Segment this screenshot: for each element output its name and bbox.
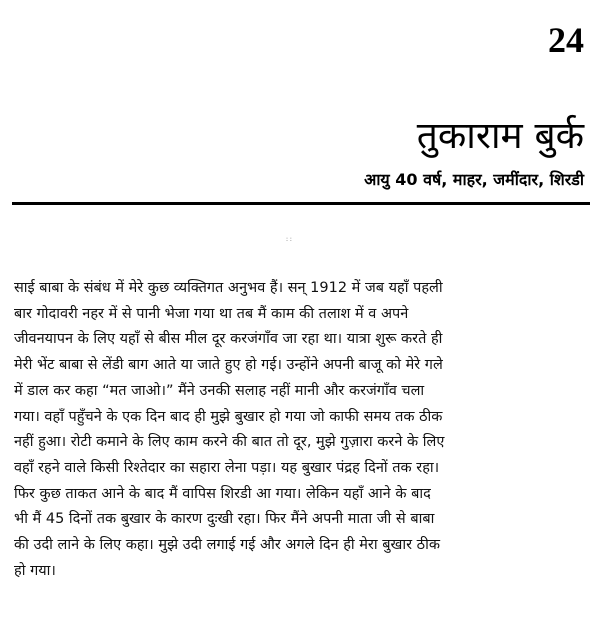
- paragraph-line: वहाँ रहने वाले किसी रिश्तेदार का सहारा लेना पड़ा। यह बुखार पंद्रह दिनों तक रहा।: [14, 459, 440, 476]
- title-rule: [12, 202, 590, 205]
- paragraph-line: भी मैं 45 दिनों तक बुखार के कारण दुःखी रहा। फिर मैंने अपनी माता जी से बाबा: [14, 511, 435, 528]
- paragraph-line: बार गोदावरी नहर में से पानी भेजा गया था तब मैं काम की तलाश में व अपने: [14, 305, 409, 322]
- paragraph-line: हो गया।: [14, 562, 56, 579]
- chapter-number: 24: [548, 20, 584, 60]
- paragraph-line: जीवनयापन के लिए यहाँ से बीस मील दूर करजंगाँव जा रहा था। यात्रा शुरू करते ही: [14, 331, 443, 348]
- paragraph-line: गया। वहाँ पहुँचने के एक दिन बाद ही मुझे बुखार हो गया जो काफी समय तक ठीक: [14, 408, 443, 425]
- ornament-mark: : :: [286, 236, 292, 243]
- paragraph-line: नहीं हुआ। रोटी कमाने के लिए काम करने की बात तो दूर, मुझे गुज़ारा करने के लिए: [14, 434, 445, 451]
- body-paragraph: [14, 276, 588, 584]
- chapter-subtitle: आयु 40 वर्ष, माहर, जमींदार, शिरडी: [364, 170, 584, 189]
- paragraph-line: में डाल कर कहा “मत जाओ।” मैंने उनकी सलाह नहीं मानी और करजंगाँव चला: [14, 382, 425, 399]
- paragraph-line: फिर कुछ ताकत आने के बाद मैं वापिस शिरडी आ गया। लेकिन यहाँ आने के बाद: [14, 485, 431, 502]
- chapter-title: तुकाराम बुर्क: [416, 114, 584, 157]
- paragraph-line: मेरी भेंट बाबा से लेंडी बाग आते या जाते हुए हो गई। उन्होंने अपनी बाजू को मेरे गले: [14, 357, 443, 374]
- paragraph-line: साई बाबा के संबंध में मेरे कुछ व्यक्तिगत अनुभव हैं। सन् 1912 में जब यहाँ पहली: [14, 280, 443, 296]
- paragraph-line: की उदी लाने के लिए कहा। मुझे उदी लगाई गई और अगले दिन ही मेरा बुखार ठीक: [14, 537, 440, 554]
